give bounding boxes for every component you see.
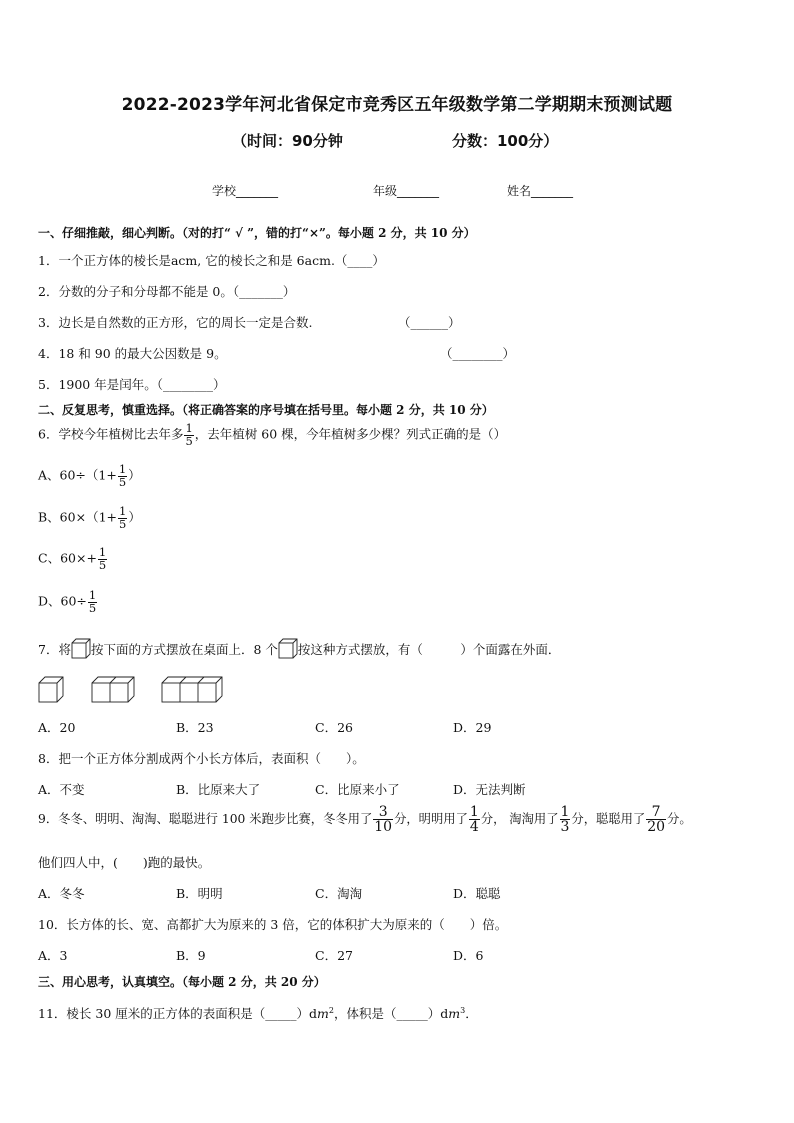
option-6d: D、60÷ $\frac{1}{5}$ bbox=[38, 588, 97, 615]
question-3-blank: （______） bbox=[398, 315, 461, 330]
option-8c: C．比原来小了 bbox=[315, 782, 400, 797]
question-11: 11．棱长 30 厘米的正方体的表面积是$(\_\_\_\_\_)dm^2$，体积是$(\_\_\_\_\_)dm^3$． bbox=[38, 1005, 478, 1021]
question-8: 8．把一个正方体分割成两个小长方体后，表面积（ ）。 bbox=[38, 751, 365, 766]
three-cube-figure bbox=[162, 677, 222, 702]
option-6c: C、60×+ $\frac{1}{5}$ bbox=[38, 545, 107, 572]
question-6 bbox=[38, 423, 506, 447]
question-9: 9．冬冬、明明、淘淘、聪聪进行 100 米跑步比赛，冬冬用了 $\frac{3}{10}$ 分，明明用了 $\frac{1}{4}$ 分， 淘淘用了 $\frac{1}{3}$ 分，聪聪用了 $\frac{7}{20}$ 分。 bbox=[38, 804, 692, 835]
section-3-heading: 三、用心思考，认真填空。（每小题 2 分，共 20 分） bbox=[38, 975, 326, 989]
cube-icon bbox=[278, 638, 298, 663]
question-2: 2．分数的分子和分母都不能是 0。（_______） bbox=[38, 284, 296, 299]
question-5: 5．1900 年是闰年。（________） bbox=[38, 377, 226, 392]
option-10a: A．3 bbox=[38, 948, 68, 963]
option-7a: A．20 bbox=[38, 720, 76, 735]
question-7: 7．将 按下面的方式摆放在桌面上．8 个 按这种方式摆放，有（ ）个面露在外面． bbox=[38, 638, 560, 663]
option-7d: D．29 bbox=[453, 720, 492, 735]
option-8b: B．比原来大了 bbox=[176, 782, 261, 797]
exam-time: （时间：90分钟 bbox=[232, 132, 343, 150]
question-4: 4．18 和 90 的最大公因数是 9。 bbox=[38, 346, 227, 361]
fraction-7-20: $\frac{7}{20}$ bbox=[647, 804, 666, 835]
one-cube-figure bbox=[39, 677, 63, 702]
section-2-heading: 二、反复思考，慎重选择。（将正确答案的序号填在括号里。每小题 2 分，共 10 分） bbox=[38, 403, 494, 417]
question-4-blank: （________） bbox=[440, 346, 516, 361]
option-6a: A、60÷（1+ $\frac{1}{5}$ ） bbox=[38, 462, 141, 489]
option-7b: B．23 bbox=[176, 720, 214, 735]
fraction-one-fifth: $\frac{1}{5}$ bbox=[185, 421, 193, 448]
option-9d: D．聪聪 bbox=[453, 886, 501, 901]
option-7c: C．26 bbox=[315, 720, 353, 735]
grade-field: 年级_______ bbox=[373, 184, 440, 198]
option-9a: A．冬冬 bbox=[38, 886, 85, 901]
option-9b: B．明明 bbox=[176, 886, 223, 901]
option-10c: C．27 bbox=[315, 948, 353, 963]
section-1-heading: 一、仔细推敲，细心判断。（对的打“ √ ”，错的打“×”。每小题 2 分，共 10 分） bbox=[38, 226, 476, 240]
cube-icon bbox=[71, 638, 91, 663]
question-6-text: 6．学校今年植树比去年多 bbox=[38, 426, 184, 442]
question-9-line2: 他们四人中，( )跑的最快。 bbox=[38, 855, 211, 870]
question-10: 10．长方体的长、宽、高都扩大为原来的 3 倍，它的体积扩大为原来的（ ）倍。 bbox=[38, 917, 508, 932]
option-8a: A．不变 bbox=[38, 782, 85, 797]
school-field: 学校_______ bbox=[212, 184, 279, 198]
two-cube-figure bbox=[92, 677, 134, 702]
option-9c: C．淘淘 bbox=[315, 886, 363, 901]
option-10b: B．9 bbox=[176, 948, 206, 963]
question-6-text-end: ，去年植树 60 棵，今年植树多少棵？列式正确的是（） bbox=[194, 426, 507, 442]
question-3: 3．边长是自然数的正方形，它的周长一定是合数. bbox=[38, 315, 313, 330]
fraction-1-3: $\frac{1}{3}$ bbox=[560, 804, 570, 835]
fraction-3-10: $\frac{3}{10}$ bbox=[374, 804, 393, 835]
page-title: 2022-2023学年河北省保定市竞秀区五年级数学第二学期期末预测试题 bbox=[121, 95, 673, 115]
exam-score: 分数：100分） bbox=[452, 132, 559, 150]
fraction-1-4: $\frac{1}{4}$ bbox=[469, 804, 479, 835]
option-8d: D．无法判断 bbox=[453, 782, 526, 797]
cube-arrangement-figure bbox=[38, 676, 228, 704]
question-1: 1．一个正方体的棱长是acm, 它的棱长之和是 6acm.（____） bbox=[38, 253, 385, 268]
option-6b: B、60×（1+ $\frac{1}{5}$ ） bbox=[38, 504, 141, 531]
option-10d: D．6 bbox=[453, 948, 484, 963]
name-field: 姓名_______ bbox=[507, 184, 574, 198]
